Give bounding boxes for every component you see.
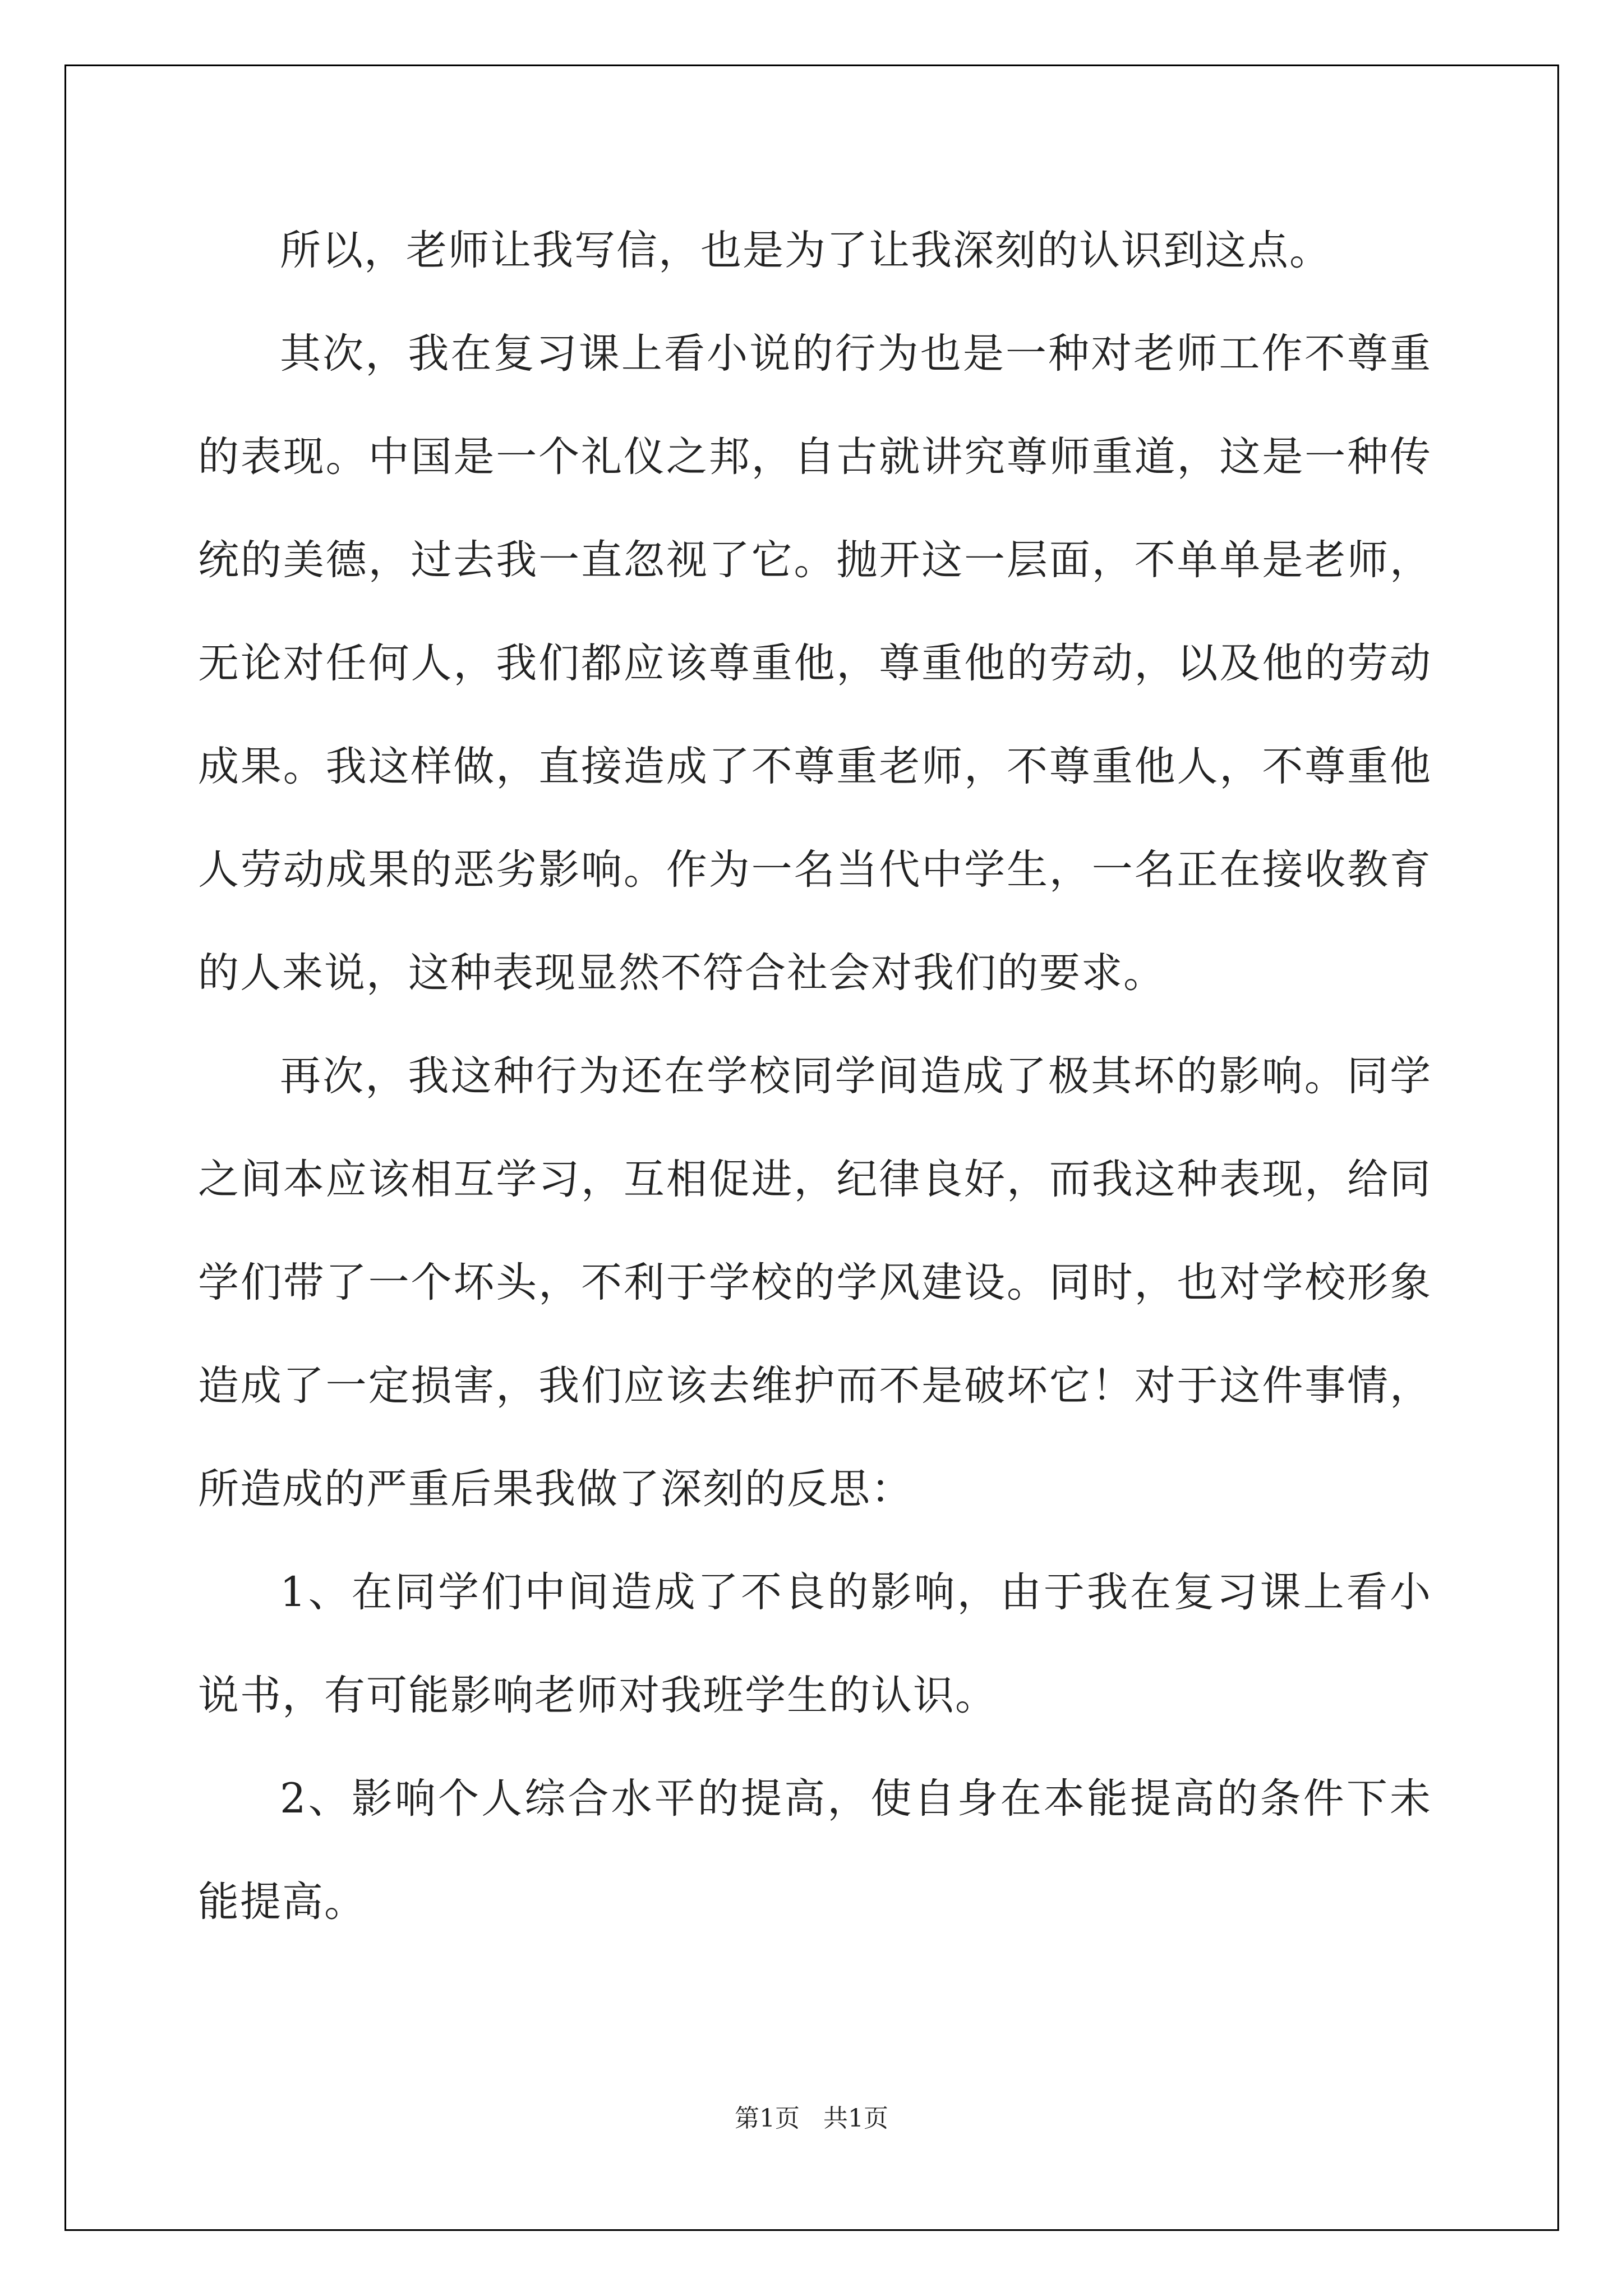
paragraph: 其次，我在复习课上看小说的行为也是一种对老师工作不尊重的表现。中国是一个礼仪之邦，自古就讲究尊师重道，这是一种传统的美德，过去我一直忽视了它。抛开这一层面，不单单是老师，无论对任何人，我们都应该尊重他，尊重他的劳动，以及他的劳动成果。我这样做，直接造成了不尊重老师，不尊重他人，不尊重他人劳动成果的恶劣影响。作为一名当代中学生，一名正在接收教育的人来说，这种表现显然不符合社会对我们的要求。	[198, 330, 1432, 997]
document-body	[198, 199, 1432, 1954]
paragraph: 所以，老师让我写信，也是为了让我深刻的认识到这点。	[280, 227, 1331, 274]
paragraph: 再次，我这种行为还在学校同学间造成了极其坏的影响。同学之间本应该相互学习，互相促进，纪律良好，而我这种表现，给同学们带了一个坏头，不利于学校的学风建设。同时，也对学校形象造成了一定损害，我们应该去维护而不是破坏它！对于这件事情，所造成的严重后果我做了深刻的反思：	[198, 1052, 1432, 1513]
page-total: 共1页	[823, 2104, 888, 2133]
paragraph: 2、影响个人综合水平的提高，使自身在本能提高的条件下未能提高。	[198, 1775, 1432, 1926]
paragraph: 1、在同学们中间造成了不良的影响，由于我在复习课上看小说书，有可能影响老师对我班学生的认识。	[198, 1568, 1432, 1719]
page-number: 第1页	[735, 2104, 800, 2133]
page-footer	[0, 2098, 1623, 2134]
